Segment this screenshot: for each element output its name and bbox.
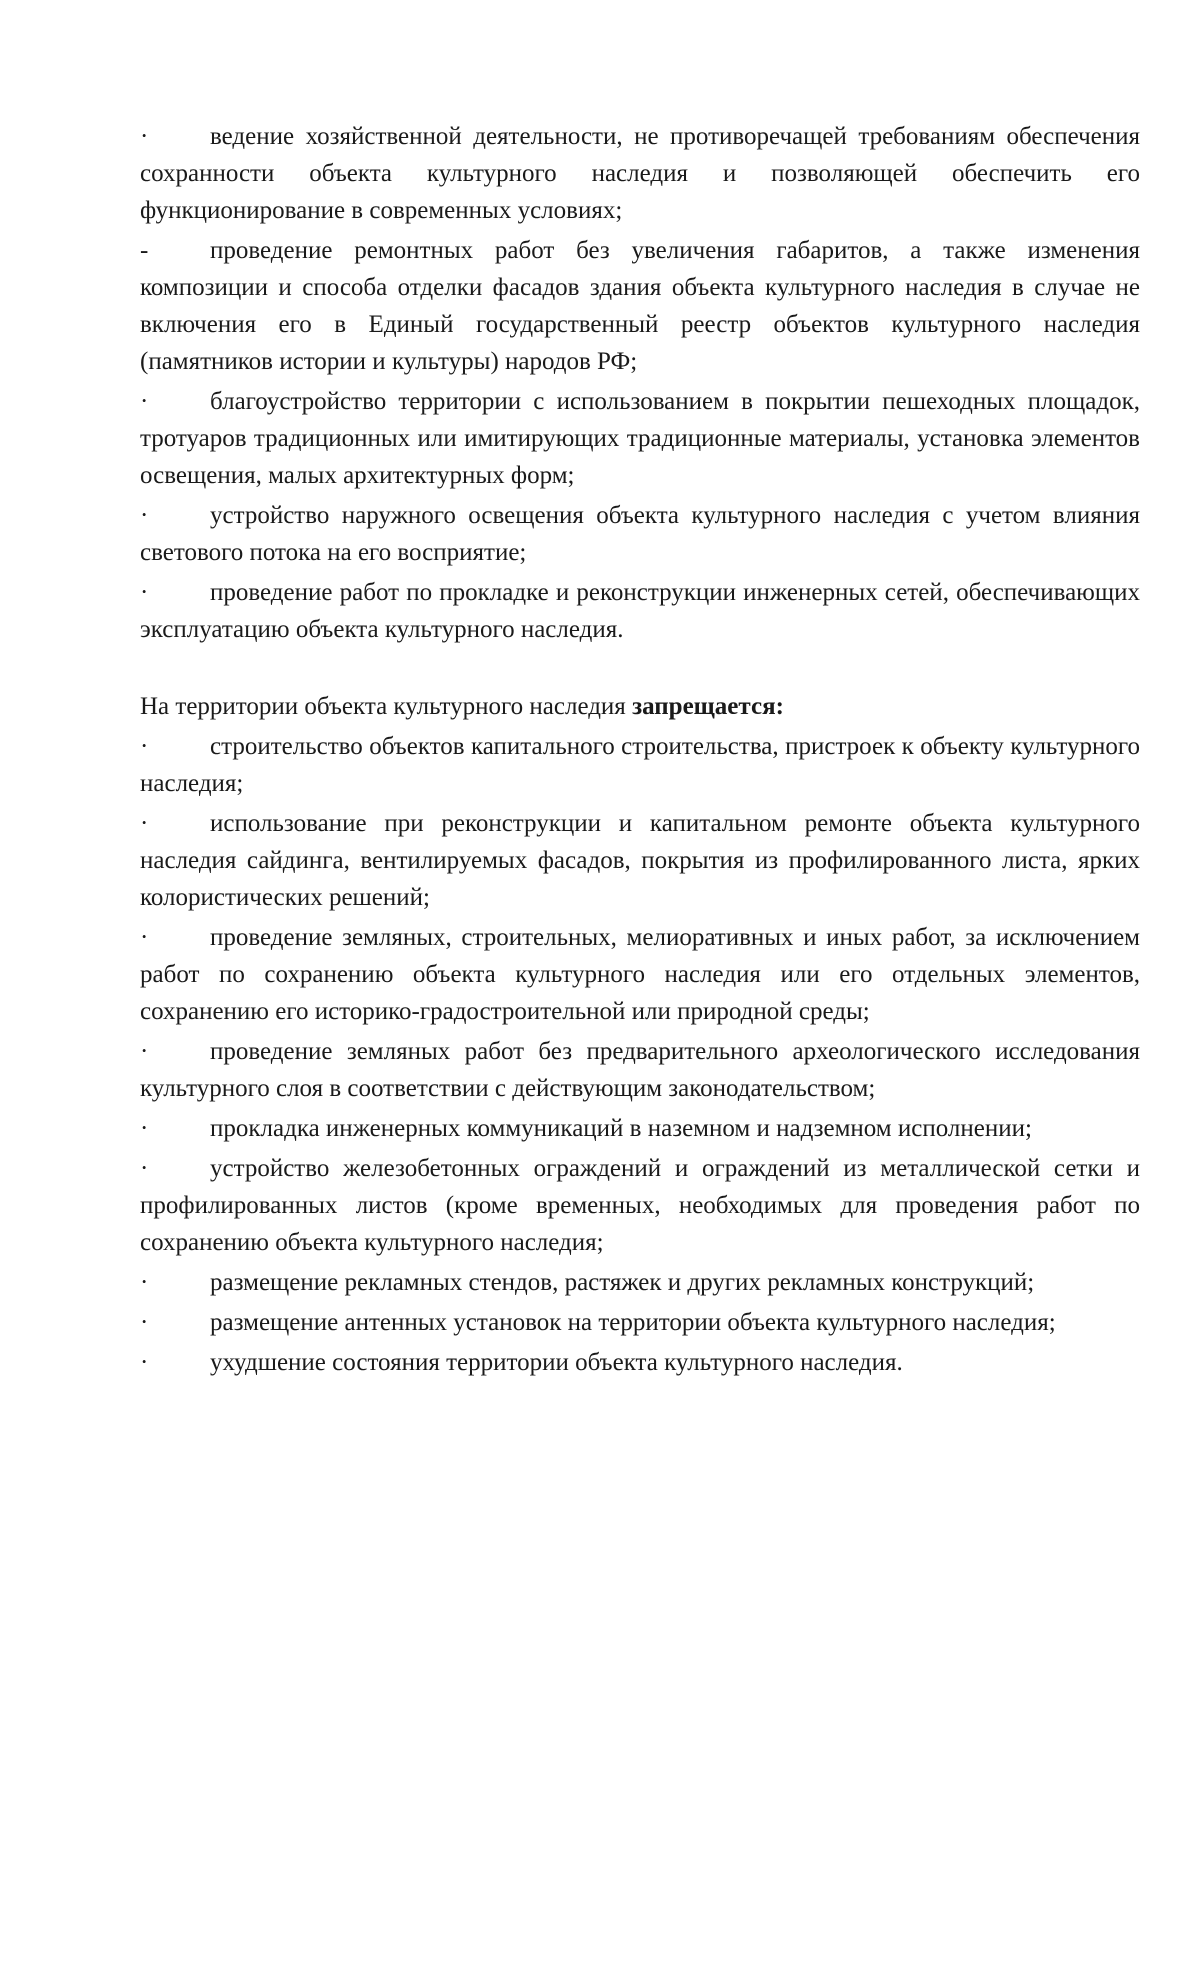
list-item-text: проведение работ по прокладке и реконструкции инженерных сетей, обеспечивающих эксплуатацию объекта культурного наследия.: [140, 579, 1140, 643]
bullet-marker: ·: [140, 810, 149, 837]
bullet-marker: ·: [140, 579, 149, 606]
list-item: [140, 1150, 1140, 1261]
list-item: [140, 574, 1140, 648]
list-item-text: проведение земляных работ без предварительного археологического исследования культурного слоя в соответствии с действующим законодательством;: [140, 1038, 1140, 1102]
list-item-text: устройство железобетонных ограждений и ограждений из металлической сетки и профилированных листов (кроме временных, необходимых для проведения работ по сохранению объекта культурного наследия;: [140, 1155, 1140, 1256]
bullet-marker: ·: [140, 1269, 149, 1296]
list-item-text: прокладка инженерных коммуникаций в наземном и надземном исполнении;: [210, 1115, 1032, 1142]
document-body: [140, 118, 1140, 1384]
list-item-text: ведение хозяйственной деятельности, не противоречащей требованиям обеспечения сохранности объекта культурного наследия и позволяющей обеспечить его функционирование в современных условиях;: [140, 123, 1140, 224]
list-item-text: использование при реконструкции и капитальном ремонте объекта культурного наследия сайдинга, вентилируемых фасадов, покрытия из профилированного листа, ярких колористических решений;: [140, 810, 1140, 911]
list-item-text: строительство объектов капитального строительства, пристроек к объекту культурного наследия;: [140, 733, 1140, 797]
list-item: [140, 497, 1140, 571]
bullet-marker: ·: [140, 388, 149, 415]
list-item: [140, 919, 1140, 1030]
bullet-marker: ·: [140, 502, 149, 529]
list-item: [140, 1110, 1140, 1147]
list-item: [140, 1344, 1140, 1381]
bullet-marker: ·: [140, 123, 149, 150]
bullet-marker: ·: [140, 1155, 149, 1182]
list-item: [140, 728, 1140, 802]
bullet-marker: ·: [140, 1038, 149, 1065]
bullet-marker: ·: [140, 924, 149, 951]
bullet-marker: ·: [140, 1309, 149, 1336]
list-item-text: устройство наружного освещения объекта культурного наследия с учетом влияния светового потока на его восприятие;: [140, 502, 1140, 566]
list-item-text: благоустройство территории с использованием в покрытии пешеходных площадок, тротуаров традиционных или имитирующих традиционные материалы, установка элементов освещения, малых архитектурных форм;: [140, 388, 1140, 489]
permitted-activities-list: [140, 118, 1140, 648]
bullet-marker: ·: [140, 733, 149, 760]
list-item-text: ухудшение состояния территории объекта культурного наследия.: [210, 1349, 903, 1376]
section-heading: [140, 688, 1140, 725]
section-spacer: [140, 651, 1140, 688]
list-item-text: проведение ремонтных работ без увеличения габаритов, а также изменения композиции и способа отделки фасадов здания объекта культурного наследия в случае не включения его в Единый государственный реестр объектов культурного наследия (памятников истории и культуры) народов РФ;: [140, 237, 1140, 375]
list-item: [140, 118, 1140, 229]
bullet-marker: ·: [140, 1349, 149, 1376]
dash-marker: -: [140, 237, 149, 264]
list-item: [140, 383, 1140, 494]
list-item-text: размещение антенных установок на территории объекта культурного наследия;: [210, 1309, 1056, 1336]
bullet-marker: ·: [140, 1115, 149, 1142]
heading-text: На территории объекта культурного наследия: [140, 693, 633, 720]
list-item-text: проведение земляных, строительных, мелиоративных и иных работ, за исключением работ по сохранению объекта культурного наследия или его отдельных элементов, сохранению его историко-градостроительной или природной среды;: [140, 924, 1140, 1025]
list-item: [140, 1033, 1140, 1107]
prohibited-activities-list: [140, 688, 1140, 1381]
list-item: [140, 232, 1140, 380]
heading-bold-text: запрещается:: [632, 693, 784, 720]
list-item: [140, 1264, 1140, 1301]
list-item-text: размещение рекламных стендов, растяжек и других рекламных конструкций;: [210, 1269, 1035, 1296]
list-item: [140, 805, 1140, 916]
list-item: [140, 1304, 1140, 1341]
